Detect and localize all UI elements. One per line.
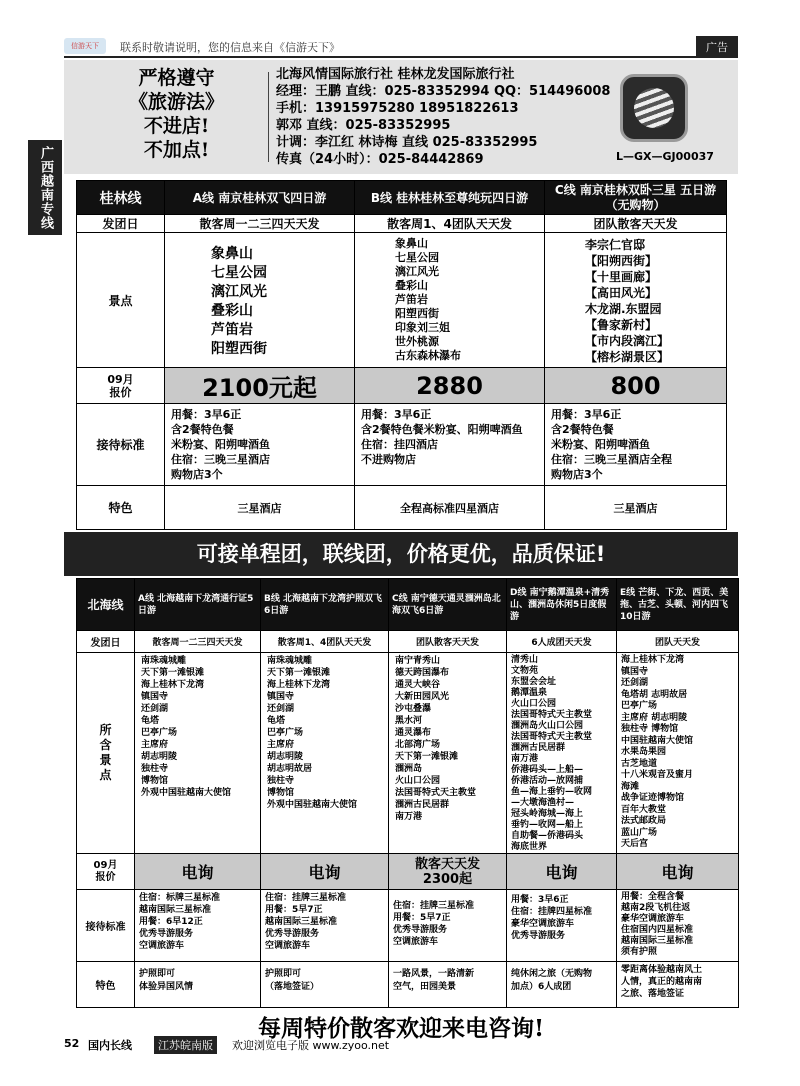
sights-list: 清秀山 文物苑 东盟会会址 鹅潭温泉 火山口公园 法国哥特式天主教堂 涠洲岛火山口公园 法国哥特式天主教堂 涠洲古民居群 南万港 侨港码头—上船— 侨港活动—放网捕 鱼—海上垂钓—收网 —大墩海渔村— 冠头岭海城—海上 垂钓—收网—船上 自助餐—侨港码头 海底世界 bbox=[507, 653, 617, 854]
route-header: C线 南宁德天通灵涠洲岛北海双飞6日游 bbox=[389, 579, 507, 631]
feature: 零距离体验越南风土 人情，真正的越南南 之旅、落地签证 bbox=[617, 962, 739, 1008]
route-header: E线 芒街、下龙、西贡、美拖、古芝、头顿、河内四飞10日游 bbox=[617, 579, 739, 631]
feature: 护照即可 （落地签证） bbox=[261, 962, 389, 1008]
price: 电询 bbox=[135, 854, 261, 890]
depart-days: 团队天天发 bbox=[617, 631, 739, 653]
row-label: 桂林线 bbox=[77, 181, 165, 215]
agency-name: 北海风情国际旅行社 桂林龙发国际旅行社 bbox=[276, 67, 515, 82]
route-header: A线 北海越南下龙湾通行证5日游 bbox=[135, 579, 261, 631]
top-bar bbox=[64, 36, 738, 58]
service-standard: 住宿：标牌三星标准 越南国际三星标准 用餐：6早12正 优秀导游服务 空调旅游车 bbox=[135, 890, 261, 962]
contact-line: 手机：13915975280 18951822613 bbox=[276, 101, 519, 116]
price: 电询 bbox=[261, 854, 389, 890]
row-label: 发团日 bbox=[77, 215, 165, 233]
row-label: 09月 报价 bbox=[77, 854, 135, 890]
depart-days: 6人成团天天发 bbox=[507, 631, 617, 653]
depart-days: 团队散客天天发 bbox=[389, 631, 507, 653]
service-standard: 用餐：3早6正 含2餐特色餐 米粉宴、阳朔啤酒鱼 住宿：三晚三星酒店 购物店3个 bbox=[165, 404, 355, 486]
depart-days: 散客周1、4团队天天发 bbox=[355, 215, 545, 233]
depart-days: 散客周1、4团队天天发 bbox=[261, 631, 389, 653]
row-label: 接待标准 bbox=[77, 890, 135, 962]
section-name: 国内长线 bbox=[88, 1039, 132, 1052]
price: 散客天天发 2300起 bbox=[389, 854, 507, 890]
feature: 纯休闲之旅（无购物 加点）6人成团 bbox=[507, 962, 617, 1008]
route-header: B线 桂林桂林至尊纯玩四日游 bbox=[355, 181, 545, 215]
guilin-table bbox=[76, 180, 727, 530]
agency-header bbox=[64, 60, 738, 174]
sights-list: 南珠魂城雕 天下第一滩银滩 海上桂林下龙湾 镇国寺 还剑湖 龟塔 巴亭广场 主席府 胡志明陵 独柱寺 博物馆 外观中国驻越南大使馆 bbox=[135, 653, 261, 854]
row-label: 发团日 bbox=[77, 631, 135, 653]
price: 电询 bbox=[617, 854, 739, 890]
feature: 全程高标准四星酒店 bbox=[355, 486, 545, 530]
service-standard: 用餐：3早6正 含2餐特色餐米粉宴、阳朔啤酒鱼 住宿：挂四酒店 不进购物店 bbox=[355, 404, 545, 486]
depart-days: 散客周一二三四天天发 bbox=[165, 215, 355, 233]
section-side-tab: 广西越南专线 bbox=[28, 140, 62, 235]
sights-list: 海上桂林下龙湾 镇国寺 还剑湖 龟塔胡 志明故居 巴亭广场 主席府 胡志明陵 独柱寺 博物馆 中国驻越南大使馆 水果岛果园 古芝地道 十八米观音及蜜月 海滩 战争证迹博物馆 百年大教堂 法式邮政局 蓝山广场 天后宫 bbox=[617, 653, 739, 854]
price: 800 bbox=[545, 368, 727, 404]
depart-days: 散客周一二三四天天发 bbox=[135, 631, 261, 653]
feature: 三星酒店 bbox=[545, 486, 727, 530]
contact-line: 传真（24小时）：025-84442869 bbox=[276, 152, 484, 167]
slogan-line: 《旅游法》 bbox=[128, 91, 224, 113]
edition-badge: 江苏皖南版 bbox=[154, 1036, 217, 1054]
license-number: L—GX—GJ00037 bbox=[616, 150, 714, 163]
feature: 护照即可 体验异国风情 bbox=[135, 962, 261, 1008]
service-standard: 用餐：全程含餐 越南2段飞机往返 豪华空调旅游车 住宿国内四星标准 越南国际三星标准 须有护照 bbox=[617, 890, 739, 962]
ad-label: 广告 bbox=[696, 36, 738, 58]
sights-list: 象鼻山 七星公园 漓江风光 叠彩山 芦笛岩 阳塑西街 bbox=[165, 233, 355, 368]
service-standard: 住宿：挂牌三星标准 用餐：5早7正 越南国际三星标准 优秀导游服务 空调旅游车 bbox=[261, 890, 389, 962]
contact-line: 郭邓 直线：025-83352995 bbox=[276, 118, 451, 133]
feature: 三星酒店 bbox=[165, 486, 355, 530]
route-header: D线 南宁鹅潭温泉+清秀山、涠洲岛休闲5日度假游 bbox=[507, 579, 617, 631]
contact-line: 计调：李江红 林诗梅 直线 025-83352995 bbox=[276, 135, 538, 150]
slogan-line: 严格遵守 bbox=[138, 67, 215, 89]
row-label: 特色 bbox=[77, 486, 165, 530]
sights-list: 南珠魂城雕 天下第一滩银滩 海上桂林下龙湾 镇国寺 还剑湖 龟塔 巴亭广场 主席府 胡志明陵 胡志明故居 独柱寺 博物馆 外观中国驻越南大使馆 bbox=[261, 653, 389, 854]
contact-line: 经理：王鹏 直线：025-83352994 QQ：514496008 bbox=[276, 84, 611, 99]
sights-list: 象鼻山 七星公园 漓江风光 叠彩山 芦笛岩 阳塑西街 印象刘三姐 世外桃源 古东森林瀑布 bbox=[355, 233, 545, 368]
depart-days: 团队散客天天发 bbox=[545, 215, 727, 233]
agency-logo-icon bbox=[620, 74, 688, 142]
route-header: C线 南京桂林双卧三星 五日游（无购物） bbox=[545, 181, 727, 215]
route-header: B线 北海越南下龙湾护照双飞6日游 bbox=[261, 579, 389, 631]
contact-notice: 联系时敬请说明，您的信息来自《信游天下》 bbox=[120, 41, 340, 54]
row-label: 景点 bbox=[77, 233, 165, 368]
beihai-table bbox=[76, 578, 739, 1008]
price: 2880 bbox=[355, 368, 545, 404]
page-number: 52 bbox=[64, 1037, 80, 1050]
divider bbox=[268, 72, 269, 162]
bottom-slogan: 每周特价散客欢迎来电咨询! bbox=[257, 1015, 545, 1042]
slogan-line: 不加点! bbox=[143, 139, 210, 161]
row-label: 接待标准 bbox=[77, 404, 165, 486]
row-label: 09月 报价 bbox=[77, 368, 165, 404]
sights-list: 南宁青秀山 德天跨国瀑布 通灵大峡谷 大新田园风光 沙屯叠瀑 黑水河 通灵瀑布 北部湾广场 天下第一滩银滩 涠洲岛 火山口公园 法国哥特式天主教堂 涠洲古民居群 南万港 bbox=[389, 653, 507, 854]
price: 电询 bbox=[507, 854, 617, 890]
row-label: 特色 bbox=[77, 962, 135, 1008]
page-footer bbox=[64, 1036, 738, 1052]
website-link[interactable]: 欢迎浏览电子版 www.zyoo.net bbox=[232, 1039, 390, 1052]
row-label: 所含景点 bbox=[77, 653, 135, 854]
promo-banner: 可接单程团，联线团，价格更优，品质保证! bbox=[64, 532, 738, 576]
service-standard: 用餐：3早6正 住宿：挂牌四星标准 豪华空调旅游车 优秀导游服务 bbox=[507, 890, 617, 962]
service-standard: 住宿：挂牌三星标准 用餐：5早7正 优秀导游服务 空调旅游车 bbox=[389, 890, 507, 962]
globe-icon bbox=[634, 88, 674, 128]
feature: 一路风景，一路清新 空气，田园美景 bbox=[389, 962, 507, 1008]
service-standard: 用餐：3早6正 含2餐特色餐 米粉宴、阳朔啤酒鱼 住宿：三晚三星酒店全程 购物店3个 bbox=[545, 404, 727, 486]
route-header: A线 南京桂林双飞四日游 bbox=[165, 181, 355, 215]
slogan bbox=[94, 66, 259, 162]
contact-info bbox=[276, 66, 610, 168]
sights-list: 李宗仁官邸 【阳朔西街】 【十里画廊】 【高田风光】 木龙湖.东盟园 【鲁家新村】 【市内段漓江】 【榕杉湖景区】 bbox=[545, 233, 727, 368]
publication-logo: 信游天下 bbox=[64, 38, 106, 54]
slogan-line: 不进店! bbox=[143, 115, 210, 137]
price: 2100元起 bbox=[165, 368, 355, 404]
row-label: 北海线 bbox=[77, 579, 135, 631]
